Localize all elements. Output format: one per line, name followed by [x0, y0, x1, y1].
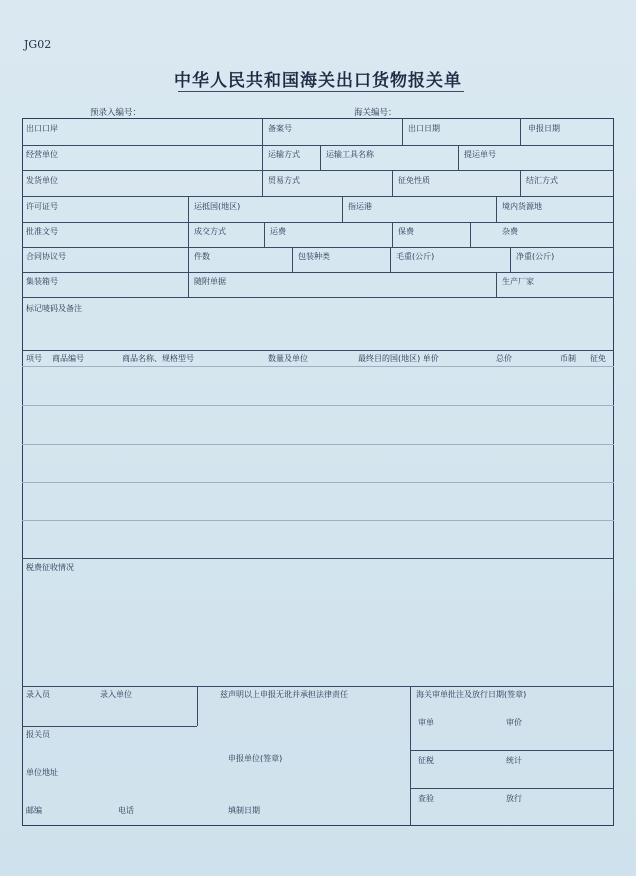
contract-no-label: 合同协议号	[26, 252, 66, 261]
hline-r6	[22, 272, 614, 273]
fill-date-label: 填制日期	[228, 806, 260, 815]
phone-label: 电话	[118, 806, 134, 815]
postcode-label: 邮编	[26, 806, 42, 815]
settlement-label: 结汇方式	[526, 176, 558, 185]
vline-r7b	[496, 272, 497, 297]
export-port-label: 出口口岸	[26, 124, 58, 133]
transport-mode-label: 运输方式	[268, 150, 300, 159]
vline-r4to7a	[188, 196, 189, 297]
vline-r5d	[470, 222, 471, 247]
inspection-label: 查验	[418, 794, 434, 803]
product-code-header: 商品编号	[52, 354, 84, 363]
hline-goods-4	[22, 520, 614, 521]
item-no-header: 项号	[26, 354, 42, 363]
currency-header: 币制	[560, 354, 576, 363]
hline-approval-2	[410, 788, 614, 789]
vline-r4c	[496, 196, 497, 222]
title-underline	[178, 91, 464, 92]
bill-no-label: 提运单号	[464, 150, 496, 159]
vline-r6b	[292, 247, 293, 272]
vline-approval	[410, 686, 411, 826]
hline-r2	[22, 170, 614, 171]
total-header: 总价	[496, 354, 512, 363]
hline-goods-3	[22, 482, 614, 483]
vline-r6c	[390, 247, 391, 272]
hline-r3	[22, 196, 614, 197]
tax-status-label: 税费征收情况	[26, 563, 74, 572]
manufacturer-label: 生产厂家	[502, 277, 534, 286]
exemption-header: 征免	[590, 354, 606, 363]
declarant-label: 报关员	[26, 730, 50, 739]
declare-date-label: 申报日期	[528, 124, 560, 133]
pieces-label: 件数	[194, 252, 210, 261]
deal-mode-label: 成交方式	[194, 227, 226, 236]
container-no-label: 集装箱号	[26, 277, 58, 286]
price-review-label: 审价	[506, 718, 522, 727]
vline-r23a	[262, 145, 263, 196]
customs-no-label: 海关编号：	[354, 108, 397, 118]
form-code: JG02	[24, 38, 52, 51]
vline-r4b	[342, 196, 343, 222]
trade-mode-label: 贸易方式	[268, 176, 300, 185]
package-label: 包装种类	[298, 252, 330, 261]
entry-unit-label: 录入单位	[100, 690, 132, 699]
vline-r3c	[520, 170, 521, 196]
vline-r1b	[402, 118, 403, 145]
tax-nature-label: 征免性质	[398, 176, 430, 185]
hline-goods-1	[22, 405, 614, 406]
domestic-source-label: 境内货源地	[502, 202, 542, 211]
hline-r7	[22, 297, 614, 298]
hline-goods-head	[22, 366, 614, 367]
port-dest-label: 指运港	[348, 202, 372, 211]
net-weight-label: 净重(公斤)	[516, 252, 555, 261]
documents-label: 随附单据	[194, 277, 226, 286]
misc-fee-label: 杂费	[502, 227, 518, 236]
hline-r4	[22, 222, 614, 223]
release-label: 放行	[506, 794, 522, 803]
hline-goods-end	[22, 558, 614, 559]
freight-label: 运费	[270, 227, 286, 236]
declare-unit-label: 申报单位(签章)	[228, 754, 283, 763]
name-spec-header: 商品名称、规格型号	[122, 354, 194, 363]
hline-approval-1	[410, 750, 614, 751]
hline-r1	[22, 145, 614, 146]
hline-goods-2	[22, 444, 614, 445]
form-title: 中华人民共和国海关出口货物报关单	[174, 71, 462, 91]
vline-r5c	[392, 222, 393, 247]
vline-r2b	[320, 145, 321, 170]
statistics-label: 统计	[506, 756, 522, 765]
hline-tax-end	[22, 686, 614, 687]
vline-r2c	[458, 145, 459, 170]
dest-country-label: 运抵国(地区)	[194, 202, 241, 211]
vline-r6d	[510, 247, 511, 272]
conveyance-name-label: 运输工具名称	[326, 150, 374, 159]
vline-entry-box	[197, 686, 198, 726]
export-date-label: 出口日期	[408, 124, 440, 133]
unit-address-label: 单位地址	[26, 768, 58, 777]
dest-price-header: 最终目的国(地区) 单价	[358, 354, 439, 363]
vline-r1a	[262, 118, 263, 145]
hline-r5	[22, 247, 614, 248]
qty-unit-header: 数量及单位	[268, 354, 308, 363]
approval-no-label: 批准文号	[26, 227, 58, 236]
levy-label: 征税	[418, 756, 434, 765]
entry-clerk-label: 录入员	[26, 690, 50, 699]
vline-r3b	[392, 170, 393, 196]
form-frame	[22, 118, 614, 826]
record-no-label: 备案号	[268, 124, 292, 133]
marks-label: 标记唛码及备注	[26, 304, 82, 313]
hline-marks	[22, 350, 614, 351]
gross-weight-label: 毛重(公斤)	[396, 252, 435, 261]
consignor-label: 发货单位	[26, 176, 58, 185]
vline-r1c	[520, 118, 521, 145]
license-no-label: 许可证号	[26, 202, 58, 211]
insurance-label: 保费	[398, 227, 414, 236]
preentry-no-label: 预录入编号：	[90, 108, 142, 118]
operating-unit-label: 经营单位	[26, 150, 58, 159]
customs-approval-label: 海关审单批注及放行日期(签章)	[416, 690, 527, 699]
review-label: 审单	[418, 718, 434, 727]
declaration-text: 兹声明以上申报无讹并承担法律责任	[220, 690, 348, 699]
vline-r5b	[264, 222, 265, 247]
hline-entry-box	[22, 726, 197, 727]
